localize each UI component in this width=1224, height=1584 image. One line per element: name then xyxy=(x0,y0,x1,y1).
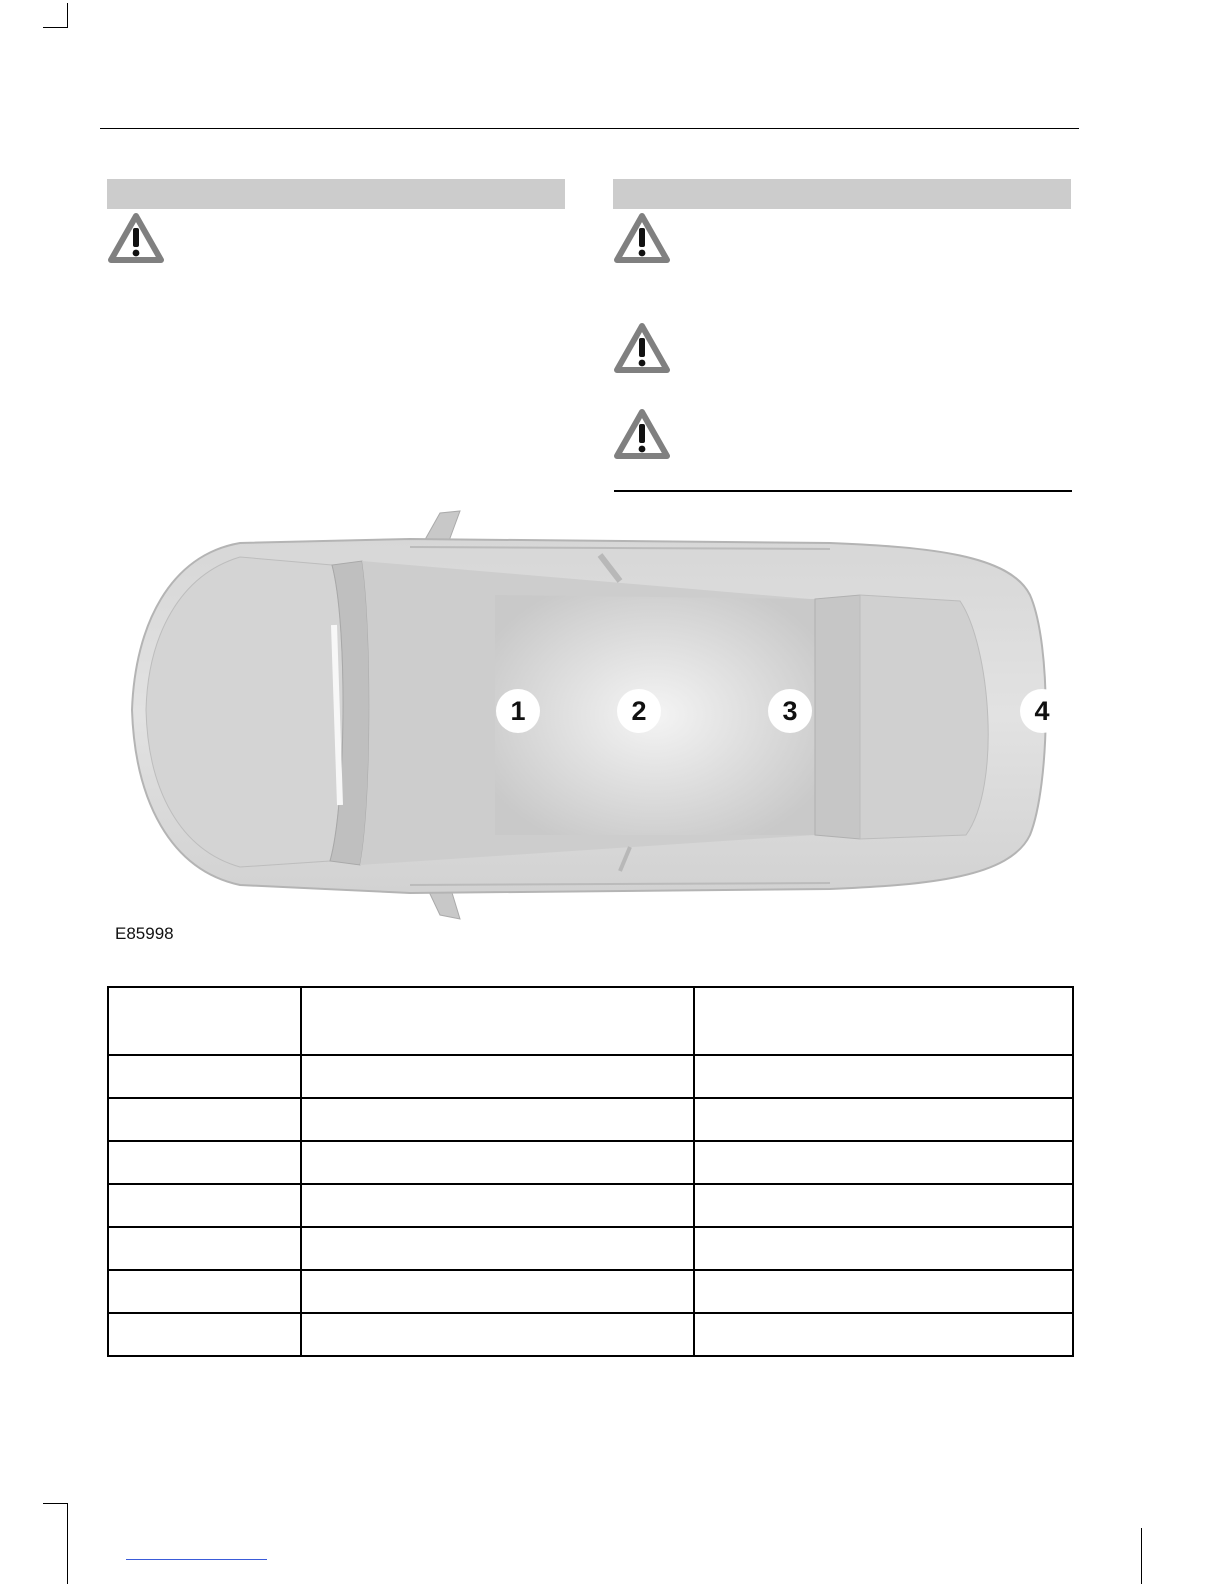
table-cell xyxy=(694,1141,1073,1184)
warning-triangle-icon xyxy=(613,322,671,374)
crop-mark-bottom-left-v xyxy=(67,1503,68,1584)
section-end-rule xyxy=(614,490,1072,492)
table-cell xyxy=(694,1270,1073,1313)
table-row xyxy=(108,1098,1073,1141)
crop-mark-bottom-right-v xyxy=(1141,1528,1142,1584)
table-cell xyxy=(108,1055,301,1098)
table-header-cell xyxy=(694,987,1073,1055)
crop-mark-bottom-left-h xyxy=(43,1503,68,1504)
table-header-cell xyxy=(301,987,694,1055)
section-bar-right xyxy=(613,179,1071,209)
table-cell xyxy=(108,1270,301,1313)
table-cell xyxy=(301,1098,694,1141)
warning-triangle-icon xyxy=(107,212,165,264)
footer-link-underline[interactable] xyxy=(126,1559,267,1560)
table-cell xyxy=(108,1184,301,1227)
table-row xyxy=(108,1313,1073,1356)
table-cell xyxy=(301,1055,694,1098)
crop-mark-top-left-v xyxy=(67,3,68,27)
table-row xyxy=(108,1141,1073,1184)
table-cell xyxy=(694,1184,1073,1227)
warning-triangle-icon xyxy=(613,212,671,264)
table-cell xyxy=(301,1227,694,1270)
crop-mark-top-left-h xyxy=(43,27,68,28)
table-cell xyxy=(694,1313,1073,1356)
table-header-cell xyxy=(108,987,301,1055)
table-cell xyxy=(301,1141,694,1184)
table-row xyxy=(108,1055,1073,1098)
table-cell xyxy=(301,1270,694,1313)
warning-triangle-icon xyxy=(613,408,671,460)
table-cell xyxy=(108,1227,301,1270)
figure-code: E85998 xyxy=(115,924,174,943)
section-bar-left xyxy=(107,179,565,209)
table-cell xyxy=(108,1141,301,1184)
car-top-view-illustration xyxy=(110,505,1070,925)
table-cell xyxy=(694,1055,1073,1098)
table-cell xyxy=(301,1184,694,1227)
figure-callout: 1 xyxy=(496,689,540,733)
table-header-row xyxy=(108,987,1073,1055)
car-top-view-svg xyxy=(110,505,1070,925)
table-cell xyxy=(694,1227,1073,1270)
table-row xyxy=(108,1227,1073,1270)
header-rule xyxy=(100,128,1079,129)
table-cell xyxy=(301,1313,694,1356)
table-cell xyxy=(108,1313,301,1356)
figure-callout: 2 xyxy=(617,689,661,733)
table-cell xyxy=(108,1098,301,1141)
table-cell xyxy=(694,1098,1073,1141)
table-row xyxy=(108,1184,1073,1227)
spec-table xyxy=(107,986,1074,1357)
figure-callout: 4 xyxy=(1020,689,1064,733)
table-row xyxy=(108,1270,1073,1313)
figure-callout: 3 xyxy=(768,689,812,733)
